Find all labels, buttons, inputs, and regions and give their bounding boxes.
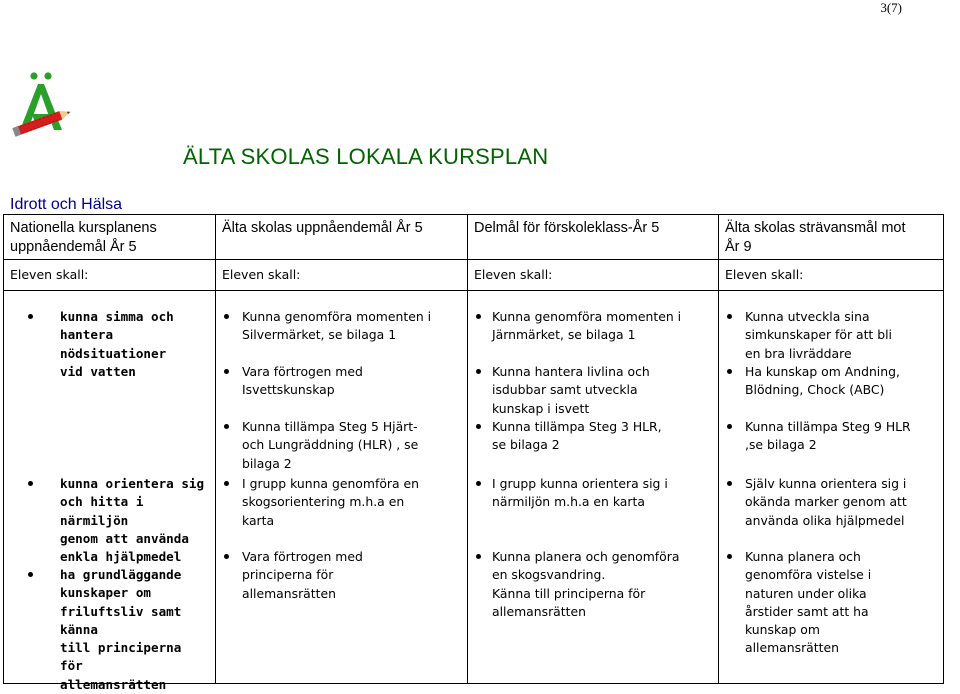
list-item-text: I grupp kunna orientera sig i närmiljön m.h.a en karta	[492, 476, 668, 510]
subheader-cell	[719, 260, 944, 291]
list-item	[719, 418, 943, 455]
list-item-text: Själv kunna orientera sig i okända marker genom att använda olika hjälpmedel	[745, 476, 907, 528]
list-item	[4, 566, 215, 694]
bullet-icon	[224, 554, 229, 559]
header-cell	[719, 215, 944, 260]
list-item	[216, 308, 467, 345]
partial-goals-cell	[468, 291, 719, 684]
list-item	[216, 548, 467, 603]
subheader-cell	[468, 260, 719, 291]
list-item	[468, 363, 718, 418]
school-logo	[8, 70, 74, 150]
list-item	[719, 548, 943, 658]
bullet-icon	[476, 554, 481, 559]
list-item-text: Vara förtrogen med principerna för allemansrätten	[242, 549, 363, 601]
list-item	[468, 475, 718, 512]
bullet-icon	[727, 424, 732, 429]
bullet-icon	[727, 314, 732, 319]
list-item-text: Kunna genomföra momenten i Järnmärket, se bilaga 1	[492, 309, 682, 343]
list-item	[216, 418, 467, 473]
header-national-goals: Nationella kursplanens uppnåendemål År 5	[10, 220, 157, 255]
list-item	[468, 548, 718, 621]
subheader-cell	[216, 260, 468, 291]
list-item	[468, 418, 718, 455]
list-item-text: Ha kunskap om Andning, Blödning, Chock (ABC)	[745, 364, 900, 398]
list-item-text: ha grundläggande kunskaper om friluftsliv samt känna till principerna för allemansrätten	[60, 567, 182, 692]
school-goals-cell	[216, 291, 468, 684]
list-item-text: kunna simma och hantera nödsituationer vid vatten	[60, 309, 174, 379]
list-item	[216, 363, 467, 400]
bullet-icon	[727, 369, 732, 374]
bullet-icon	[224, 481, 229, 486]
list-item-text: Kunna tillämpa Steg 9 HLR ,se bilaga 2	[745, 419, 911, 453]
aspiration-goals-cell	[719, 291, 944, 684]
list-item	[4, 475, 215, 566]
header-row	[4, 215, 944, 260]
subheader-label: Eleven skall:	[222, 267, 301, 282]
list-item	[468, 308, 718, 345]
subheader-row	[4, 260, 944, 291]
list-item	[719, 363, 943, 400]
bullet-icon	[224, 314, 229, 319]
list-item-text: Kunna genomföra momenten i Silvermärket, se bilaga 1	[242, 309, 432, 343]
header-cell	[216, 215, 468, 260]
subheader-cell	[4, 260, 216, 291]
page-title: ÄLTA SKOLAS LOKALA KURSPLAN	[183, 144, 549, 169]
national-goals-cell	[4, 291, 216, 692]
list-item-text: Kunna tillämpa Steg 5 Hjärt- och Lungräddning (HLR) , se bilaga 2	[242, 419, 419, 471]
bullet-icon	[28, 314, 33, 319]
list-item	[719, 475, 943, 530]
bullet-icon	[727, 554, 732, 559]
page-number: 3(7)	[880, 0, 902, 15]
list-item-text: Kunna planera och genomföra vistelse i naturen under olika årstider samt att ha kunskap om allemansrätten	[745, 549, 872, 656]
header-aspiration-goals: Älta skolas strävansmål mot År 9	[725, 220, 906, 255]
list-item	[719, 308, 943, 363]
list-item-text: Kunna hantera livlina och isdubbar samt utveckla kunskap i isvett	[492, 364, 650, 416]
bullet-icon	[476, 314, 481, 319]
bullet-icon	[224, 369, 229, 374]
header-cell	[4, 215, 216, 260]
bullet-icon	[476, 424, 481, 429]
list-item-text: kunna orientera sig och hitta i närmiljön genom att använda enkla hjälpmedel	[60, 476, 205, 565]
subject-heading: Idrott och Hälsa	[10, 196, 123, 213]
subheader-label: Eleven skall:	[725, 267, 804, 282]
list-item-text: Vara förtrogen med Isvettskunskap	[242, 364, 363, 398]
subheader-label: Eleven skall:	[474, 267, 553, 282]
bullet-icon	[224, 424, 229, 429]
bullet-icon	[28, 572, 33, 577]
header-school-goals: Älta skolas uppnåendemål År 5	[222, 220, 423, 236]
list-item-text: Kunna utveckla sina simkunskaper för att bli en bra livräddare	[745, 309, 892, 361]
header-cell	[468, 215, 719, 260]
bullet-icon	[476, 481, 481, 486]
bullet-icon	[727, 481, 732, 486]
list-item-text: I grupp kunna genomföra en skogsorientering m.h.a en karta	[242, 476, 419, 528]
goals-row	[4, 291, 944, 684]
list-item	[4, 308, 215, 381]
bullet-icon	[476, 369, 481, 374]
bullet-icon	[28, 481, 33, 486]
list-item-text: Kunna planera och genomföra en skogsvandring. Känna till principerna för allemansrätten	[492, 549, 680, 619]
list-item	[216, 475, 467, 530]
list-item-text: Kunna tillämpa Steg 3 HLR, se bilaga 2	[492, 419, 662, 453]
curriculum-table	[3, 214, 944, 692]
subheader-label: Eleven skall:	[10, 267, 89, 282]
header-partial-goals: Delmål för förskoleklass-År 5	[474, 220, 660, 236]
